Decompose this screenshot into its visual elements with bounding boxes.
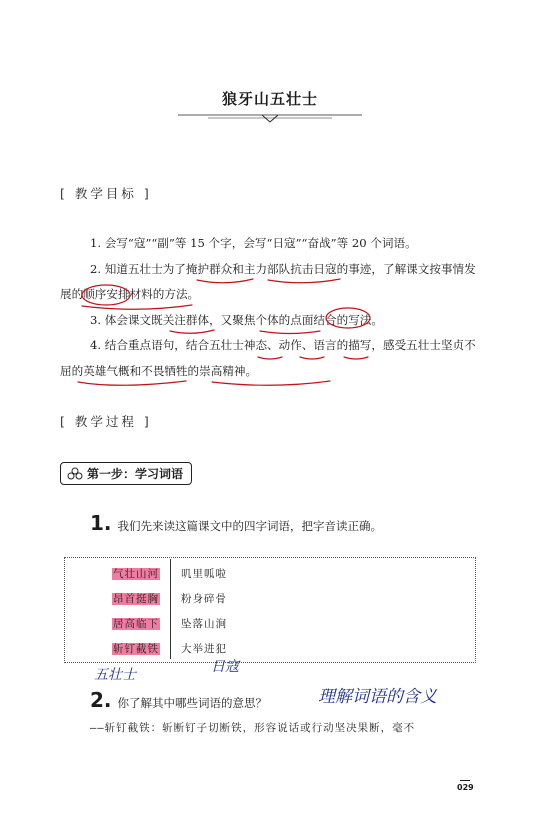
word-left-4 bbox=[112, 641, 160, 656]
question-1 bbox=[90, 511, 382, 535]
step-label-text: 第一步：学习词语 bbox=[87, 467, 184, 481]
question-1-number: 1. bbox=[90, 511, 112, 535]
word-left-3-text: 居高临下 bbox=[113, 618, 159, 630]
handwritten-note-mid: 日寇 bbox=[211, 659, 239, 675]
process-heading: [ 教学过程 ] bbox=[60, 414, 152, 429]
page-number-text: 029 bbox=[457, 783, 474, 792]
objective-item-3: 3. 体会课文既关注群体，又聚焦个体的点面结合的写法。 bbox=[90, 312, 383, 327]
question-2-number: 2. bbox=[90, 688, 112, 712]
word-left-1-text: 气壮山河 bbox=[113, 568, 159, 580]
word-right-4: 大举进犯 bbox=[181, 643, 227, 655]
word-left-2-text: 昂首挺胸 bbox=[113, 593, 159, 605]
objectives-list bbox=[60, 231, 480, 384]
title-ornament bbox=[178, 110, 362, 124]
question-2 bbox=[90, 688, 267, 712]
objectives-heading-text: 教学目标 bbox=[74, 186, 137, 201]
word-box-divider bbox=[170, 559, 171, 659]
word-right-1: 叽里呱啦 bbox=[181, 568, 227, 580]
word-right-3: 坠落山涧 bbox=[181, 618, 227, 630]
objective-item-4: 4. 结合重点语句，结合五壮士神态、动作、语言的描写，感受五壮士坚贞不屈的英雄气概和不畏牺牲的崇高精神。 bbox=[60, 338, 476, 378]
definition-line: ——斩钉截铁：斩断钉子切断铁，形容说话或行动坚决果断，毫不 bbox=[90, 722, 416, 734]
word-left-2 bbox=[112, 591, 160, 606]
word-left-1 bbox=[112, 566, 160, 581]
word-left-3 bbox=[112, 616, 160, 631]
lesson-title: 狼牙山五壮士 bbox=[221, 90, 318, 108]
step-label bbox=[60, 462, 192, 485]
handwritten-note-left: 五壮士 bbox=[94, 667, 136, 683]
clover-icon bbox=[67, 467, 83, 481]
objective-item-1: 1. 会写“寇”“副”等 15 个字，会写“日寇”“奋战”等 20 个词语。 bbox=[90, 236, 417, 250]
objective-item-2: 2. 知道五壮士为了掩护群众和主力部队抗击日寇的事迹，了解课文按事情发展的顺序安排材料的方法。 bbox=[60, 261, 476, 301]
page-number bbox=[457, 780, 474, 792]
question-2-text: 你了解其中哪些词语的意思？ bbox=[117, 696, 268, 710]
question-1-text: 我们先来读这篇课文中的四字词语，把字音读正确。 bbox=[117, 519, 383, 533]
objectives-heading: [ 教学目标 ] bbox=[60, 186, 152, 201]
page-number-dash bbox=[460, 780, 470, 781]
handwritten-note-right: 理解词语的含义 bbox=[318, 687, 437, 707]
process-heading-text: 教学过程 bbox=[74, 414, 137, 429]
word-right-2: 粉身碎骨 bbox=[181, 593, 227, 605]
word-left-4-text: 斩钉截铁 bbox=[113, 643, 159, 655]
